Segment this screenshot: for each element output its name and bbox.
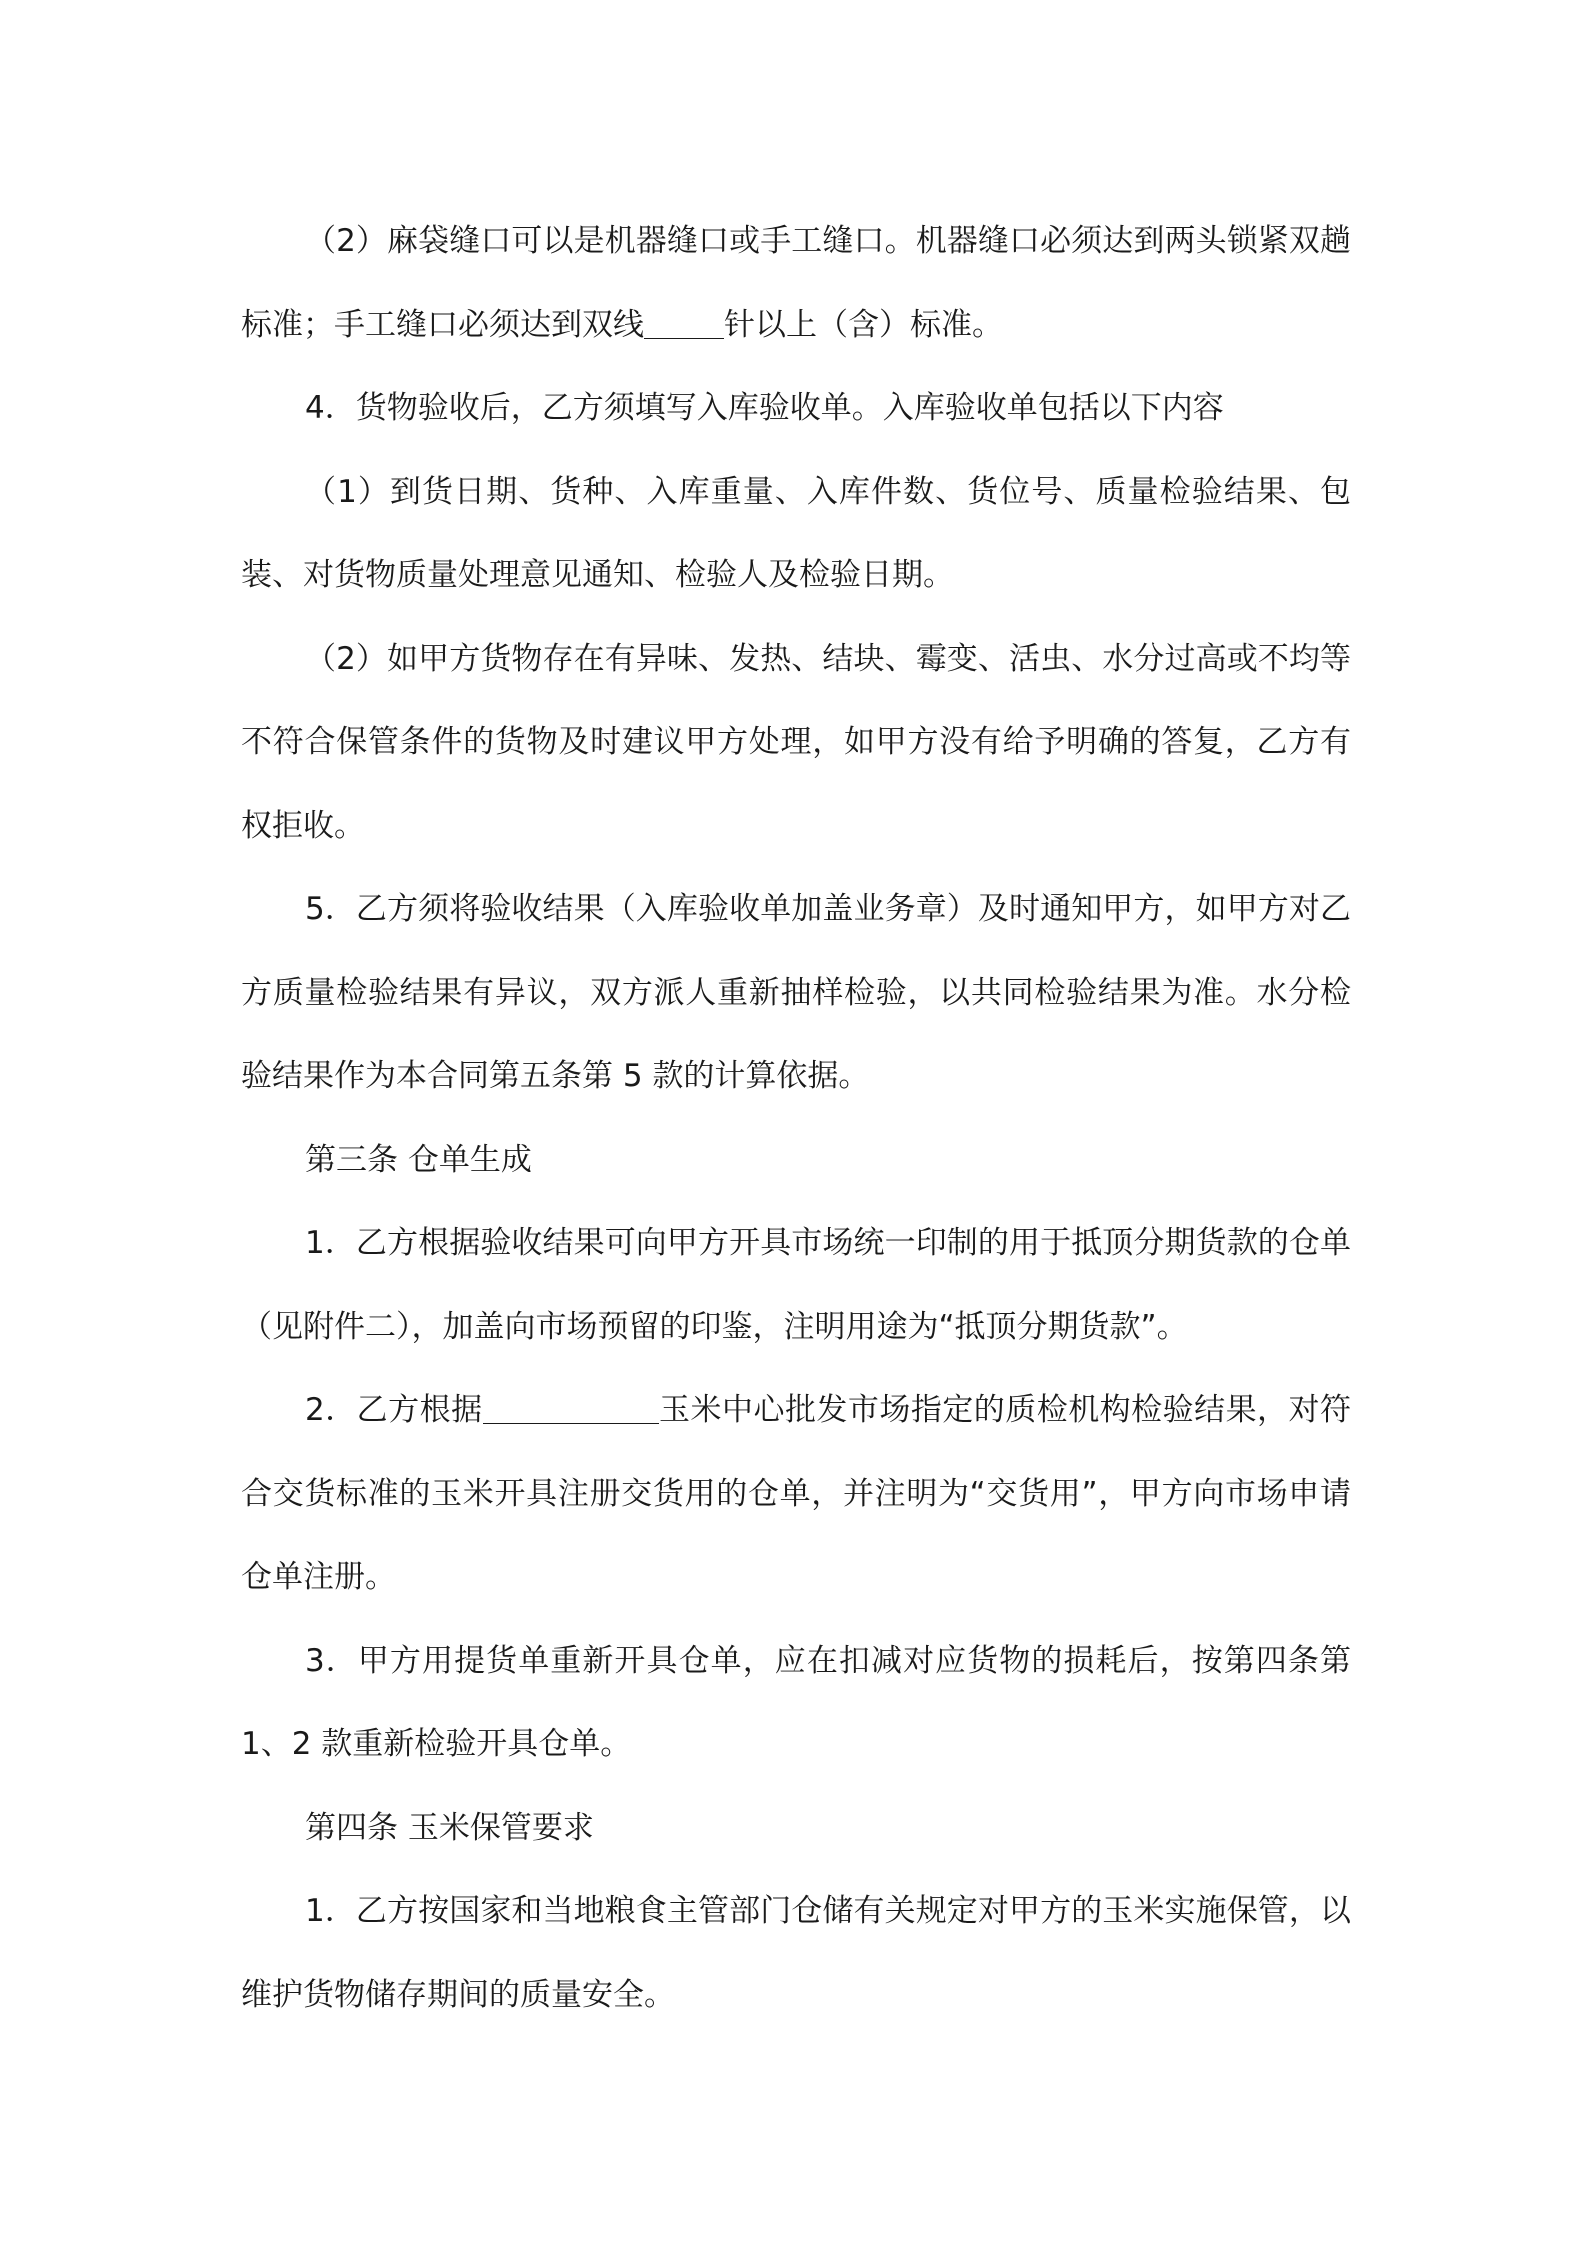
article-4-heading: 第四条 玉米保管要求 bbox=[305, 1809, 594, 1846]
fill-blank-market-name bbox=[483, 1389, 659, 1424]
paragraph-text: 2．乙方根据 bbox=[305, 1392, 483, 1428]
paragraph-storage-requirement: 1．乙方按国家和当地粮食主管部门仓储有关规定对甲方的玉米实施保管，以维护货物储存期间的质量安全。 bbox=[241, 1893, 1351, 2013]
fill-blank-stitch-count bbox=[644, 304, 724, 339]
paragraph-reject-goods: （2）如甲方货物存在有异味、发热、结块、霉变、活虫、水分过高或不均等不符合保管条件的货物及时建议甲方处理，如甲方没有给予明确的答复，乙方有权拒收。 bbox=[241, 640, 1351, 844]
paragraph-text-continued: 针以上（含）标准。 bbox=[724, 306, 1003, 343]
paragraph-delivery-receipt bbox=[241, 1369, 1351, 1620]
paragraph-text: （2）麻袋缝口可以是机器缝口或手工缝口。机器缝口必须达到两头锁紧双趟标准；手工缝口必须达到双线 bbox=[241, 223, 1351, 343]
paragraph-reissue-receipt: 3．甲方用提货单重新开具仓单，应在扣减对应货物的损耗后，按第四条第 1、2 款重新检验开具仓单。 bbox=[241, 1642, 1351, 1762]
paragraph-form-contents: （1）到货日期、货种、入库重量、入库件数、货位号、质量检验结果、包装、对货物质量处理意见通知、检验人及检验日期。 bbox=[241, 473, 1351, 593]
paragraph-notify-results: 5．乙方须将验收结果（入库验收单加盖业务章）及时通知甲方，如甲方对乙方质量检验结果有异议，双方派人重新抽样检验，以共同检验结果为准。水分检验结果作为本合同第五条第 5 款的计算依据。 bbox=[241, 891, 1351, 1094]
paragraph-bag-sealing bbox=[241, 200, 1351, 367]
article-3-heading: 第三条 仓单生成 bbox=[305, 1141, 532, 1178]
paragraph-acceptance-form: 4．货物验收后，乙方须填写入库验收单。入库验收单包括以下内容 bbox=[305, 390, 1224, 426]
paragraph-text-continued: 玉米中心批发市场指定的质检机构检验结果，对符合交货标准的玉米开具注册交货用的仓单，并注明为“交货用”，甲方向市场申请仓单注册。 bbox=[241, 1392, 1351, 1595]
paragraph-warehouse-receipt: 1．乙方根据验收结果可向甲方开具市场统一印制的用于抵顶分期货款的仓单（见附件二），加盖向市场预留的印鉴，注明用途为“抵顶分期货款”。 bbox=[241, 1225, 1351, 1345]
document-page bbox=[241, 200, 1351, 2037]
